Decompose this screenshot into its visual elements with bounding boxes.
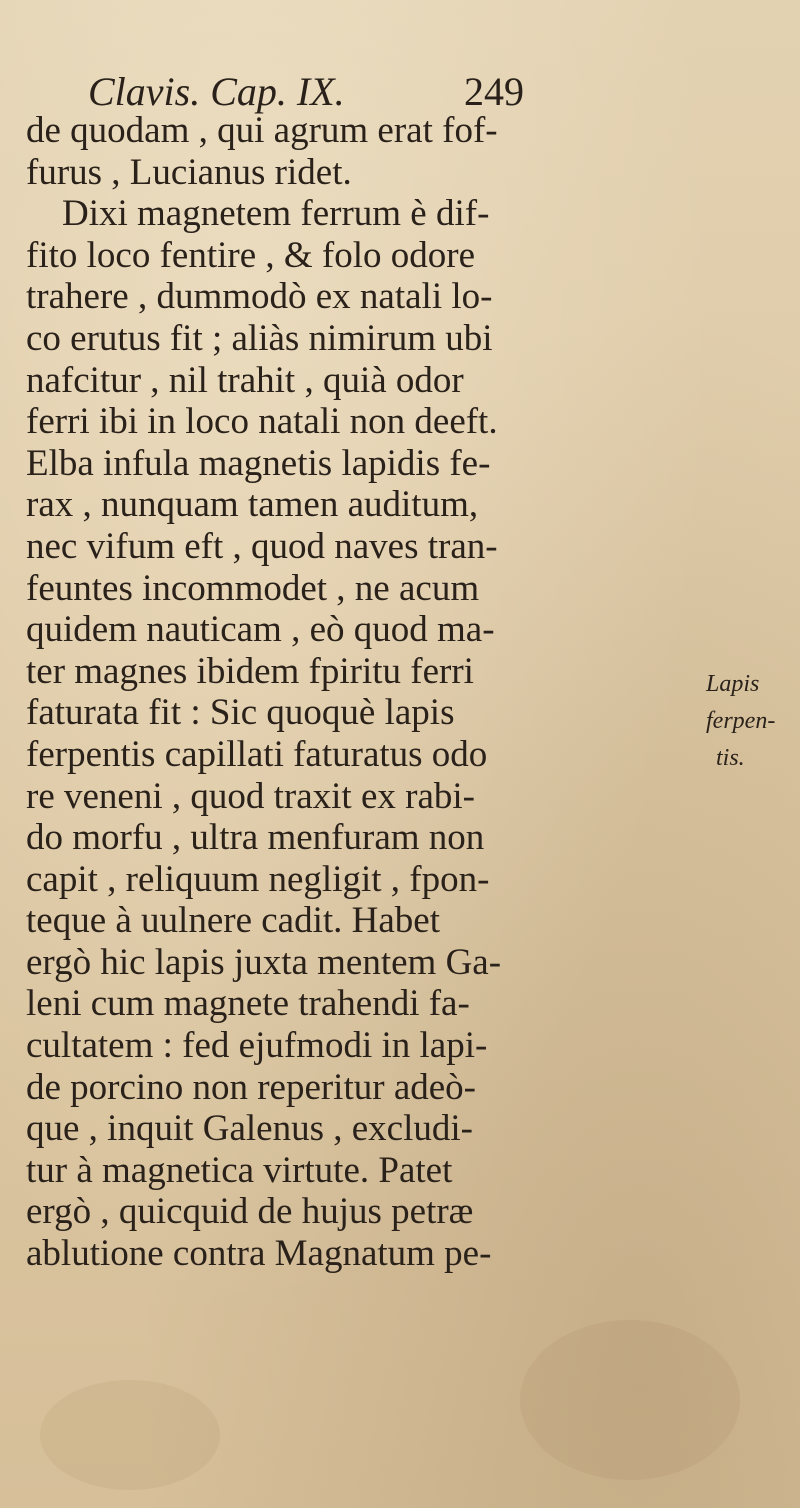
running-title: Clavis. Cap. IX. xyxy=(88,69,345,114)
text-line: ablutione contra Magnatum pe- xyxy=(26,1233,492,1275)
text-line: furus , Lucianus ridet. xyxy=(26,151,352,193)
text-line: teque à uulnere cadit. Habet xyxy=(26,900,440,942)
paper-stain xyxy=(520,1320,740,1480)
text-line: nafcitur , nil trahit , quià odor xyxy=(26,359,464,401)
text-line: ergò hic lapis juxta mentem Ga- xyxy=(26,941,502,983)
text-line: ferri ibi in loco natali non deeft. xyxy=(26,401,498,443)
margin-note-line: tis. xyxy=(716,745,745,771)
text-line: quidem nauticam , eò quod ma- xyxy=(26,609,495,651)
text-line: re veneni , quod traxit ex rabi- xyxy=(26,775,475,817)
text-line: Dixi magnetem ferrum è dif- xyxy=(62,193,490,235)
page-number: 249 xyxy=(464,69,524,114)
text-line: feuntes incommodet , ne acum xyxy=(26,567,480,609)
text-line: tur à magnetica virtute. Patet xyxy=(26,1149,453,1191)
text-line: ferpentis capillati faturatus odo xyxy=(26,733,488,775)
text-line: faturata fit : Sic quoquè lapis xyxy=(26,692,455,734)
text-line: do morfu , ultra menfuram non xyxy=(26,817,485,859)
text-line: de quodam , qui agrum erat fof- xyxy=(26,110,498,151)
text-line: leni cum magnete trahendi fa- xyxy=(26,983,470,1025)
text-line: nec vifum eft , quod naves tran- xyxy=(26,525,498,567)
body-text xyxy=(26,110,586,1275)
text-line: capit , reliquum negligit , fpon- xyxy=(26,858,490,900)
text-line: Elba infula magnetis lapidis fe- xyxy=(26,442,491,484)
paper-stain xyxy=(40,1380,220,1490)
margin-note xyxy=(706,666,800,777)
text-line: de porcino non reperitur adeò- xyxy=(26,1066,476,1108)
text-line: que , inquit Galenus , excludi- xyxy=(26,1108,473,1150)
text-line: trahere , dummodò ex natali lo- xyxy=(26,276,493,318)
margin-note-line: ferpen- xyxy=(706,708,776,734)
text-line: ter magnes ibidem fpiritu ferri xyxy=(26,650,474,692)
text-line: ergò , quicquid de hujus petræ xyxy=(26,1191,474,1233)
text-line: co erutus fit ; aliàs nimirum ubi xyxy=(26,317,493,359)
text-line: rax , nunquam tamen auditum, xyxy=(26,484,479,526)
text-line: fito loco fentire , & folo odore xyxy=(26,234,476,276)
text-line: cultatem : fed ejufmodi in lapi- xyxy=(26,1025,488,1067)
margin-note-line: Lapis xyxy=(706,671,760,697)
